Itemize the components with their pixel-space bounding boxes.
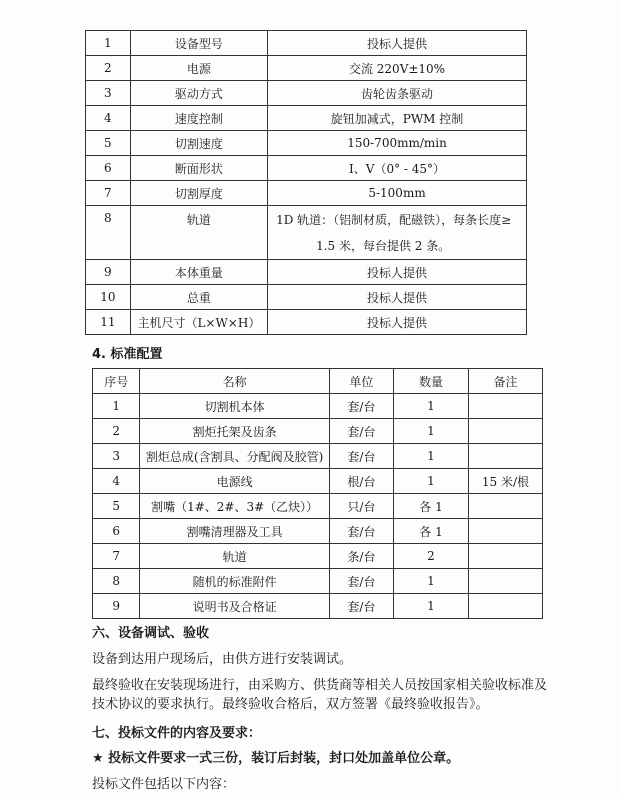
- config-note: [468, 594, 542, 619]
- config-name: 随机的标准附件: [140, 569, 329, 594]
- equipment-spec-table: [85, 30, 527, 335]
- config-row: [93, 494, 543, 519]
- spec-value: 5-100mm: [268, 181, 527, 206]
- spec-item: 电源: [130, 56, 267, 81]
- spec-row: [86, 260, 527, 285]
- config-row: [93, 469, 543, 494]
- config-qty: 1: [394, 419, 469, 444]
- config-name: 割炬总成(含割具、分配阀及胶管): [140, 444, 329, 469]
- header-unit: 单位: [329, 369, 393, 394]
- section-4-heading: 4. 标准配置: [92, 347, 163, 362]
- spec-row: [86, 81, 527, 106]
- config-row: [93, 394, 543, 419]
- config-qty: 2: [394, 544, 469, 569]
- standard-config-table: [92, 368, 543, 619]
- config-unit: 条/台: [329, 544, 393, 569]
- config-row: [93, 544, 543, 569]
- config-note: [468, 394, 542, 419]
- config-unit: 只/台: [329, 494, 393, 519]
- config-name: 说明书及合格证: [140, 594, 329, 619]
- config-row: [93, 444, 543, 469]
- config-unit: 套/台: [329, 569, 393, 594]
- config-unit: 套/台: [329, 394, 393, 419]
- spec-value: 投标人提供: [268, 260, 527, 285]
- paragraph-contents-intro: 投标文件包括以下内容：: [92, 777, 236, 792]
- config-qty: 1: [394, 569, 469, 594]
- config-number: 5: [93, 494, 140, 519]
- spec-item: 主机尺寸（L×W×H）: [130, 310, 267, 335]
- spec-item: 切割厚度: [130, 181, 267, 206]
- config-row: [93, 569, 543, 594]
- spec-number: 4: [86, 106, 131, 131]
- paragraph-installation: 设备到达用户现场后，由供方进行安装调试。: [92, 652, 353, 667]
- config-name: 电源线: [140, 469, 329, 494]
- spec-value: 齿轮齿条驱动: [268, 81, 527, 106]
- config-number: 3: [93, 444, 140, 469]
- spec-value: 投标人提供: [268, 31, 527, 56]
- header-seq: 序号: [93, 369, 140, 394]
- header-note: 备注: [468, 369, 542, 394]
- spec-number: 9: [86, 260, 131, 285]
- config-note: [468, 519, 542, 544]
- section-6-heading: 六、设备调试、验收: [92, 626, 210, 641]
- spec-number: 5: [86, 131, 131, 156]
- config-number: 7: [93, 544, 140, 569]
- config-note: [468, 444, 542, 469]
- config-qty: 各 1: [394, 494, 469, 519]
- config-unit: 套/台: [329, 519, 393, 544]
- spec-value: 旋钮加减式，PWM 控制: [268, 106, 527, 131]
- spec-row: [86, 310, 527, 335]
- config-unit: 套/台: [329, 594, 393, 619]
- config-name: 割炬托架及齿条: [140, 419, 329, 444]
- spec-number: 11: [86, 310, 131, 335]
- config-note: [468, 494, 542, 519]
- spec-number: 8: [86, 206, 131, 260]
- spec-item: 总重: [130, 285, 267, 310]
- spec-row: [86, 31, 527, 56]
- spec-value: 150-700mm/min: [268, 131, 527, 156]
- config-qty: 1: [394, 594, 469, 619]
- spec-number: 3: [86, 81, 131, 106]
- config-unit: 套/台: [329, 444, 393, 469]
- spec-value-line: 1D 轨道：（铝制材质，配磁铁），每条长度≥: [276, 212, 512, 227]
- config-name: 割嘴清理器及工具: [140, 519, 329, 544]
- spec-row: [86, 181, 527, 206]
- config-name: 切割机本体: [140, 394, 329, 419]
- config-unit: 根/台: [329, 469, 393, 494]
- spec-row: [86, 206, 527, 260]
- spec-number: 1: [86, 31, 131, 56]
- spec-value: I、V（0° - 45°）: [268, 156, 527, 181]
- config-note: [468, 419, 542, 444]
- spec-row: [86, 285, 527, 310]
- spec-item: 本体重量: [130, 260, 267, 285]
- spec-row: [86, 106, 527, 131]
- spec-number: 2: [86, 56, 131, 81]
- spec-number: 10: [86, 285, 131, 310]
- spec-item: 切割速度: [130, 131, 267, 156]
- paragraph-acceptance: 最终验收在安装现场进行，由采购方、供货商等相关人员按国家相关验收标准及技术协议的要求执行。最终验收合格后，双方签署《最终验收报告》。: [92, 678, 548, 712]
- config-row: [93, 419, 543, 444]
- config-qty: 1: [394, 444, 469, 469]
- config-number: 1: [93, 394, 140, 419]
- config-qty: 1: [394, 469, 469, 494]
- header-name: 名称: [140, 369, 329, 394]
- spec-number: 6: [86, 156, 131, 181]
- config-qty: 各 1: [394, 519, 469, 544]
- config-note: [468, 544, 542, 569]
- config-row: [93, 519, 543, 544]
- config-table-header-row: [93, 369, 543, 394]
- config-name: 割嘴（1#、2#、3#（乙炔））: [140, 494, 329, 519]
- config-number: 2: [93, 419, 140, 444]
- header-qty: 数量: [394, 369, 469, 394]
- config-number: 6: [93, 519, 140, 544]
- config-number: 4: [93, 469, 140, 494]
- spec-number: 7: [86, 181, 131, 206]
- spec-value: [268, 206, 527, 260]
- spec-row: [86, 56, 527, 81]
- spec-value: 投标人提供: [268, 285, 527, 310]
- spec-value: 交流 220V±10%: [268, 56, 527, 81]
- spec-value-line: 1.5 米，每台提供 2 条。: [316, 238, 451, 253]
- paragraph-copies-requirement: ★ 投标文件要求一式三份，装订后封装，封口处加盖单位公章。: [92, 751, 460, 766]
- config-note: [468, 569, 542, 594]
- spec-row: [86, 131, 527, 156]
- config-number: 8: [93, 569, 140, 594]
- spec-row: [86, 156, 527, 181]
- config-name: 轨道: [140, 544, 329, 569]
- spec-value: 投标人提供: [268, 310, 527, 335]
- spec-item: 速度控制: [130, 106, 267, 131]
- config-note: 15 米/根: [468, 469, 542, 494]
- spec-item: 驱动方式: [130, 81, 267, 106]
- config-number: 9: [93, 594, 140, 619]
- spec-item: 断面形状: [130, 156, 267, 181]
- spec-item: 设备型号: [130, 31, 267, 56]
- config-row: [93, 594, 543, 619]
- config-unit: 套/台: [329, 419, 393, 444]
- spec-item: 轨道: [130, 206, 267, 260]
- config-qty: 1: [394, 394, 469, 419]
- section-7-heading: 七、投标文件的内容及要求：: [92, 726, 262, 741]
